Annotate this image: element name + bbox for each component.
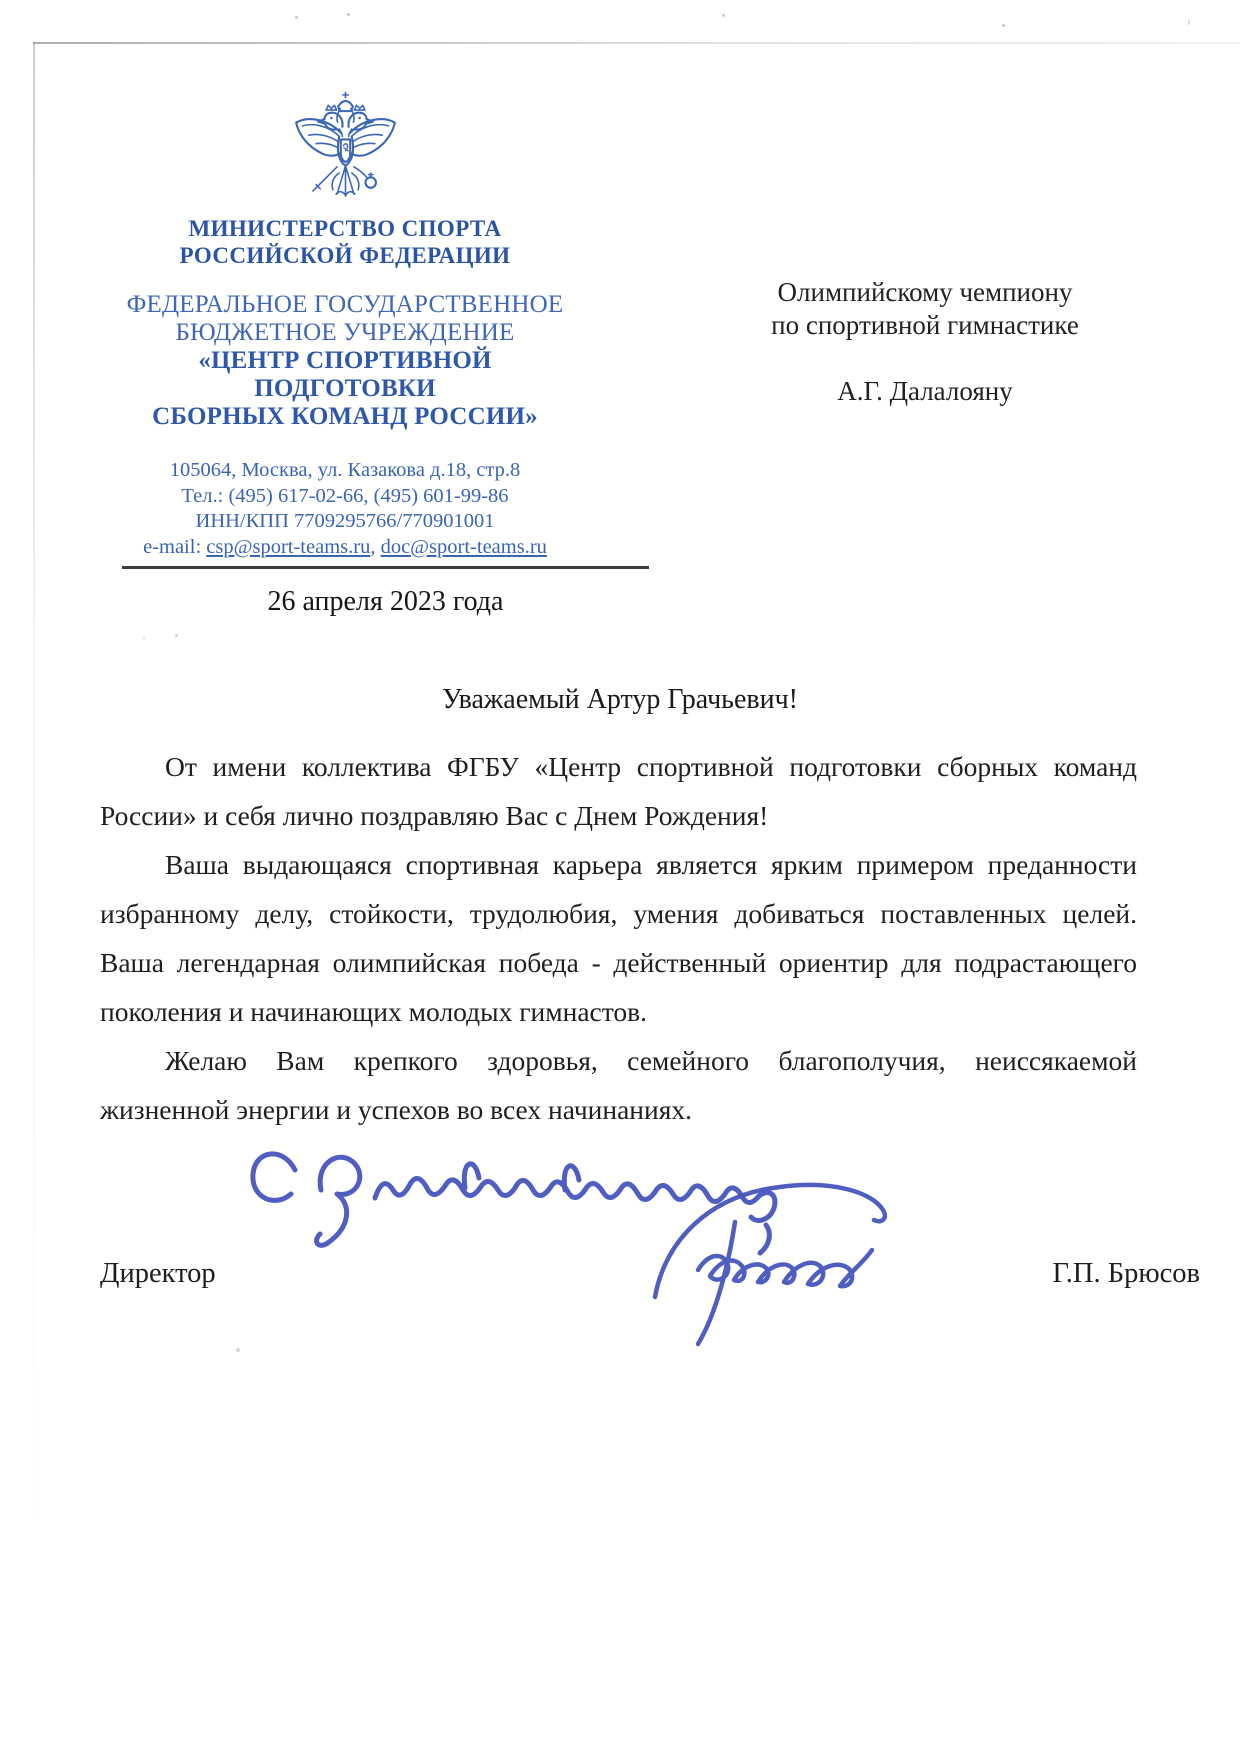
signer-name: Г.П. Брюсов <box>1052 1258 1200 1289</box>
salutation: Уважаемый Артур Грачьевич! <box>441 684 798 715</box>
scan-speck <box>1002 24 1005 27</box>
email-link-doc: doc@sport-teams.ru <box>380 535 547 558</box>
recipient-line1: Олимпийскому чемпиону <box>777 277 1073 307</box>
scan-edge-left <box>33 42 35 1542</box>
body-paragraph-1: От имени коллектива ФГБУ «Центр спортивной подготовки сборных команд России» и себя лично поздравляю Вас с Днем Рождения! <box>100 751 1137 831</box>
scan-speck <box>236 1348 240 1352</box>
org-name-line2: БЮДЖЕТНОЕ УЧРЕЖДЕНИЕ <box>175 319 515 346</box>
ministry-name-line1: МИНИСТЕРСТВО СПОРТА <box>188 216 502 241</box>
recipient-line2: по спортивной гимнастике <box>771 310 1079 340</box>
org-address: 105064, Москва, ул. Казакова д.18, стр.8 <box>169 459 521 481</box>
body-paragraph-3: Желаю Вам крепкого здоровья, семейного благополучия, неиссякаемой жизненной энергии и успехов во всех начинаниях. <box>100 1045 1137 1125</box>
recipient-block <box>735 276 1115 342</box>
org-name-line3: «ЦЕНТР СПОРТИВНОЙ ПОДГОТОВКИ <box>198 347 492 402</box>
letterhead <box>110 90 580 560</box>
letterhead-divider-line <box>122 566 649 569</box>
email-link-csp: csp@sport-teams.ru <box>206 535 371 558</box>
scan-speck <box>295 16 298 19</box>
russian-coat-of-arms-icon <box>293 90 398 211</box>
email-separator: , <box>370 535 381 558</box>
scan-edge-top <box>33 42 1240 44</box>
scan-speck <box>722 14 725 17</box>
org-name-line4: СБОРНЫХ КОМАНД РОССИИ» <box>152 403 538 430</box>
recipient-name: А.Г. Далалояну <box>837 376 1013 406</box>
scan-speck <box>143 637 145 639</box>
org-inn-kpp: ИНН/КПП 7709295766/770901001 <box>195 510 495 532</box>
email-label: e-mail: <box>143 535 207 558</box>
handwritten-signature <box>640 1162 895 1352</box>
org-name-line1: ФЕДЕРАЛЬНОЕ ГОСУДАРСТВЕННОЕ <box>126 291 564 318</box>
scan-speck <box>175 634 178 637</box>
org-phone: Тел.: (495) 617-02-66, (495) 601-99-86 <box>181 484 509 507</box>
body-paragraph-2: Ваша выдающаяся спортивная карьера является ярким примером преданности избранному делу, стойкости, трудолюбия, умения добиваться поставленных целей. Ваша легендарная олимпийская победа - действенный ориентир для подрастающего поколения и начинающих молодых гимнастов. <box>100 849 1137 1027</box>
ministry-name-line2: РОССИЙСКОЙ ФЕДЕРАЦИИ <box>179 243 511 268</box>
letter-body <box>100 742 1137 1134</box>
scan-speck <box>347 13 350 16</box>
scan-speck <box>1188 20 1190 25</box>
letter-date: 26 апреля 2023 года <box>267 586 504 617</box>
org-email-line <box>110 535 580 561</box>
signer-title: Директор <box>100 1258 216 1289</box>
